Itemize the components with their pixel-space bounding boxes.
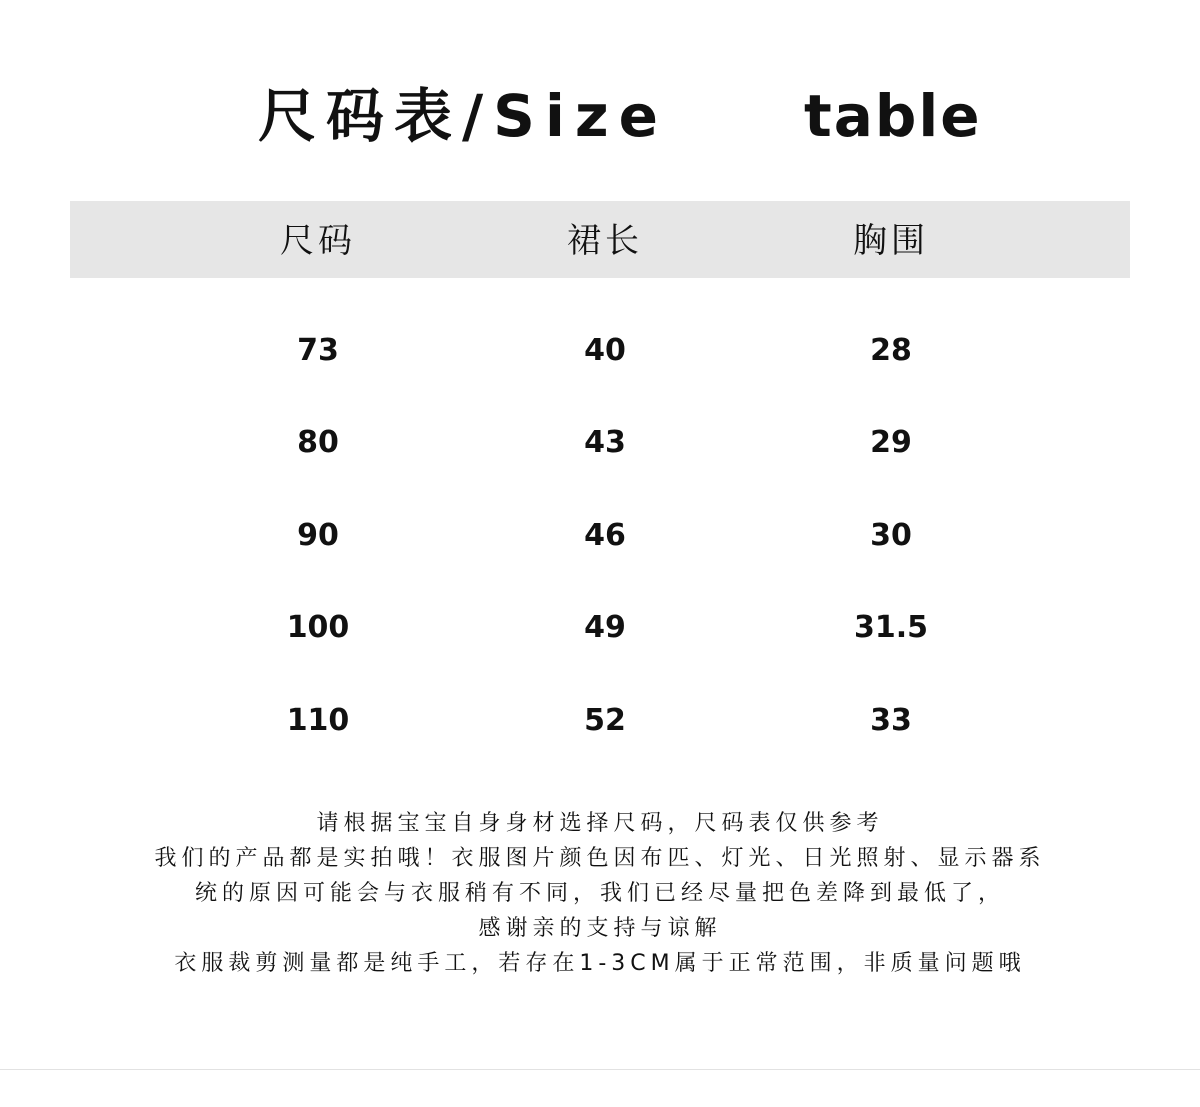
cell-chest: 33 [870,703,912,738]
cell-size: 90 [297,518,339,553]
cell-chest: 28 [870,333,912,368]
cell-skirt-length: 46 [584,518,626,553]
table-row [0,511,1200,561]
table-row [0,418,1200,468]
size-notes [60,806,1140,981]
table-header-row [70,201,1130,278]
column-header-chest: 胸围 [853,221,929,261]
cell-chest: 30 [870,518,912,553]
table-row [0,696,1200,746]
page-title: 尺码表/Size [258,82,668,150]
note-line: 统的原因可能会与衣服稍有不同，我们已经尽量把色差降到最低了， [194,881,1005,906]
cell-size: 80 [297,425,339,460]
cell-skirt-length: 52 [584,703,626,738]
cell-size: 73 [297,333,339,368]
note-line: 我们的产品都是实拍哦！衣服图片颜色因布匹、灯光、日光照射、显示器系 [154,846,1046,871]
bottom-divider [0,1069,1200,1070]
cell-skirt-length: 40 [584,333,626,368]
cell-chest: 29 [870,425,912,460]
note-line: 衣服裁剪测量都是纯手工，若存在1-3CM属于正常范围，非质量问题哦 [174,951,1026,976]
cell-size: 110 [286,703,350,738]
note-line: 请根据宝宝自身身材选择尺码，尺码表仅供参考 [316,811,884,836]
column-header-size: 尺码 [280,221,356,261]
table-row [0,603,1200,653]
cell-skirt-length: 49 [584,610,626,645]
cell-size: 100 [286,610,350,645]
cell-skirt-length: 43 [584,425,626,460]
note-line: 感谢亲的支持与谅解 [478,916,722,941]
column-header-skirt-length: 裙长 [567,221,643,261]
page-title-suffix: table [804,82,982,150]
cell-chest: 31.5 [853,610,929,645]
table-row [0,326,1200,376]
